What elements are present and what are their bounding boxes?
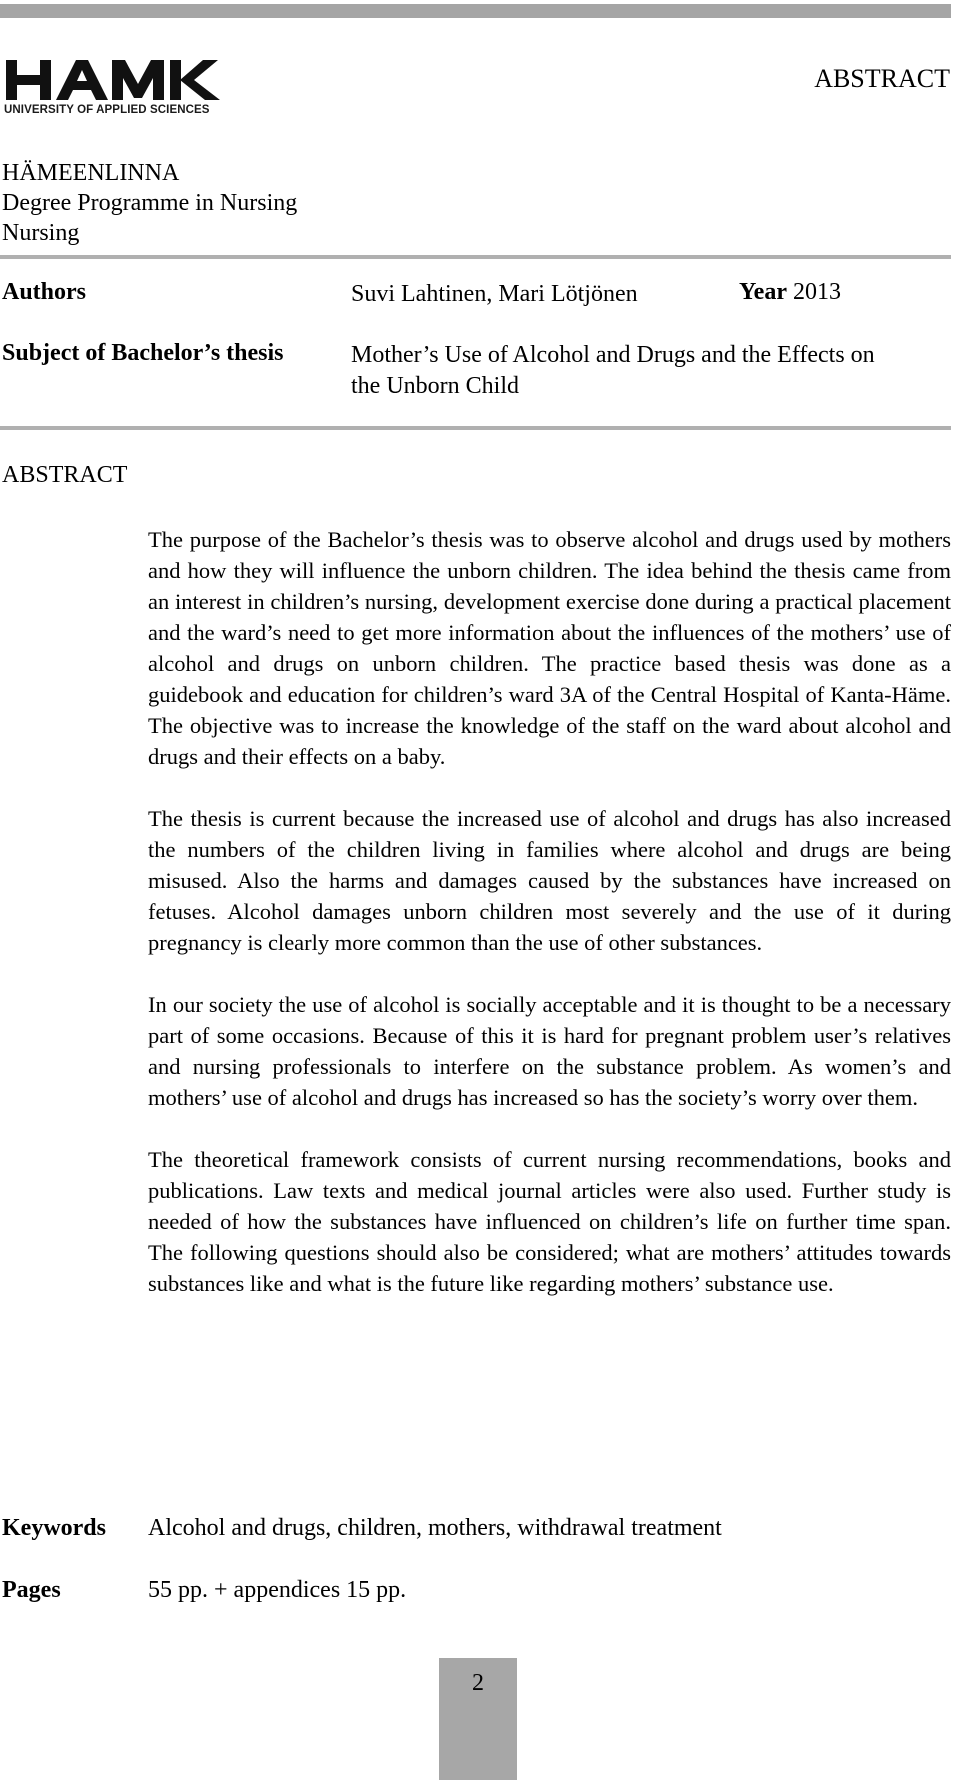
abstract-paragraph: The theoretical framework consists of current nursing recommendations, books and publications. Law texts and medical journal articles were also used. Further study is needed of how the substances have influenced on children’s life on further time span. The following questions should also be considered; what are mothers’ attitudes towards substances like and what is the future like regarding mothers’ substance use.	[148, 1147, 951, 1296]
abstract-paragraph: The purpose of the Bachelor’s thesis was to observe alcohol and drugs used by mothers and how they will influence the unborn children. The idea behind the thesis came from an interest in children’s nursing, development exercise done during a practical placement and the ward’s need to get more information about the influences of the mothers’ use of alcohol and drugs on unborn children. The practice based thesis was done as a guidebook and education for children’s ward 3A of the Central Hospital of Kanta-Häme. The objective was to increase the knowledge of the staff on the ward about alcohol and drugs and their effects on a baby.	[148, 527, 951, 769]
campus-name: HÄMEENLINNA	[2, 160, 180, 186]
abstract-heading: ABSTRACT	[2, 462, 128, 488]
faculty-block	[2, 158, 297, 248]
year-field	[739, 279, 841, 306]
abstract-body	[148, 524, 951, 1330]
authors-value: Suvi Lahtinen, Mari Lötjönen	[351, 281, 638, 307]
section-divider	[0, 426, 951, 430]
abstract-paragraph: In our society the use of alcohol is socially acceptable and it is thought to be a necessary part of some occasions. Because of this it is hard for pregnant problem user’s relatives and nursing professionals to interfere on the substance problem. As women’s and mothers’ use of alcohol and drugs has increased so has the society’s worry over them.	[148, 992, 951, 1110]
subject-line-2: the Unborn Child	[351, 373, 519, 399]
subject-label: Subject of Bachelor’s thesis	[2, 340, 284, 366]
abstract-paragraph: The thesis is current because the increased use of alcohol and drugs has also increased the numbers of the children living in families where alcohol and drugs are being misused. Also the harms and damages caused by the substances have increased on fetuses. Alcohol damages unborn children most severely and the use of it during pregnancy is clearly more common than the use of other substances.	[148, 806, 951, 955]
hamk-logo	[4, 58, 244, 122]
document-type-label: ABSTRACT	[814, 64, 950, 93]
logo-subtitle: UNIVERSITY OF APPLIED SCIENCES	[4, 104, 210, 116]
keywords-value: Alcohol and drugs, children, mothers, withdrawal treatment	[148, 1515, 722, 1541]
subject-line-1: Mother’s Use of Alcohol and Drugs and the Effects on	[351, 342, 875, 368]
pages-value: 55 pp. + appendices 15 pp.	[148, 1577, 407, 1603]
subject-value	[351, 340, 875, 402]
year-value: 2013	[792, 279, 841, 305]
section-divider	[0, 255, 951, 259]
pages-label: Pages	[2, 1577, 61, 1603]
top-rule-bar	[0, 4, 951, 18]
degree-programme: Degree Programme in Nursing	[2, 190, 298, 216]
page-number: 2	[472, 1670, 484, 1696]
keywords-label: Keywords	[2, 1515, 106, 1541]
hamk-logo-wordmark	[4, 58, 244, 102]
year-label: Year	[739, 279, 787, 305]
authors-label: Authors	[2, 279, 87, 305]
programme-option: Nursing	[2, 220, 80, 246]
page-number-box	[439, 1658, 517, 1780]
